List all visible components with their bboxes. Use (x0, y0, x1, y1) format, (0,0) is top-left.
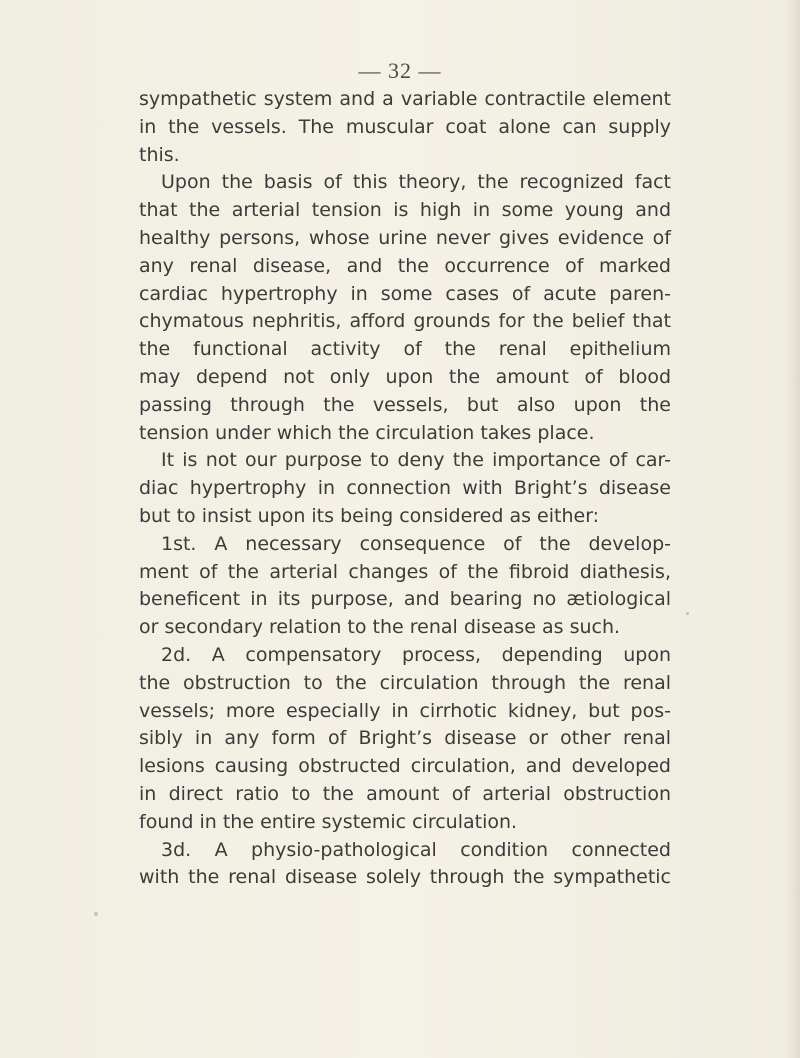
text-line: passing through the vessels, but also upon the (139, 393, 671, 416)
text-line: this. (139, 143, 180, 166)
text-line: 2d. A compensatory process, depending upon (161, 643, 671, 666)
text-line: chymatous nephritis, afford grounds for the belief that (139, 310, 671, 333)
text-line: ment of the arterial changes of the fibroid diathesis, (139, 560, 671, 583)
text-line: any renal disease, and the occurrence of marked (139, 254, 671, 277)
body-text (139, 86, 671, 892)
text-line: cardiac hypertrophy in some cases of acute paren- (139, 282, 671, 305)
text-line: sympathetic system and a variable contractile element (139, 88, 671, 110)
text-line: Upon the basis of this theory, the recognized fact (161, 171, 671, 194)
text-line: 1st. A necessary consequence of the develop- (161, 532, 671, 555)
text-line: diac hypertrophy in connection with Bright’s disease (139, 477, 671, 500)
text-line: beneficent in its purpose, and bearing no ætiological (139, 588, 671, 611)
text-line: the functional activity of the renal epithelium (139, 338, 671, 361)
page-number: — 32 — (358, 58, 442, 83)
text-line: but to insist upon its being considered as either: (139, 504, 600, 527)
text-line: in direct ratio to the amount of arterial obstruction (139, 782, 671, 805)
paper-speck (94, 912, 98, 916)
text-line: It is not our purpose to deny the importance of car- (161, 449, 671, 472)
text-line: that the arterial tension is high in some young and (139, 199, 671, 222)
text-line: healthy persons, whose urine never gives evidence of (139, 226, 671, 249)
text-line: sibly in any form of Bright’s disease or other renal (139, 727, 671, 750)
text-line: lesions causing obstructed circulation, and developed (139, 755, 671, 778)
text-line: found in the entire systemic circulation. (139, 810, 518, 833)
text-line: the obstruction to the circulation through the renal (139, 671, 671, 694)
text-line: with the renal disease solely through the sympathetic (139, 866, 671, 889)
page-edge-shadow (786, 0, 800, 1058)
paper-speck (686, 612, 689, 615)
text-line: 3d. A physio-pathological condition connected (161, 838, 671, 861)
text-line: vessels; more especially in cirrhotic kidney, but pos- (139, 699, 671, 722)
text-line: tension under which the circulation takes place. (139, 421, 595, 444)
text-line: may depend not only upon the amount of blood (139, 365, 671, 388)
text-line: in the vessels. The muscular coat alone can supply (139, 115, 671, 138)
text-line: or secondary relation to the renal disease as such. (139, 616, 621, 639)
